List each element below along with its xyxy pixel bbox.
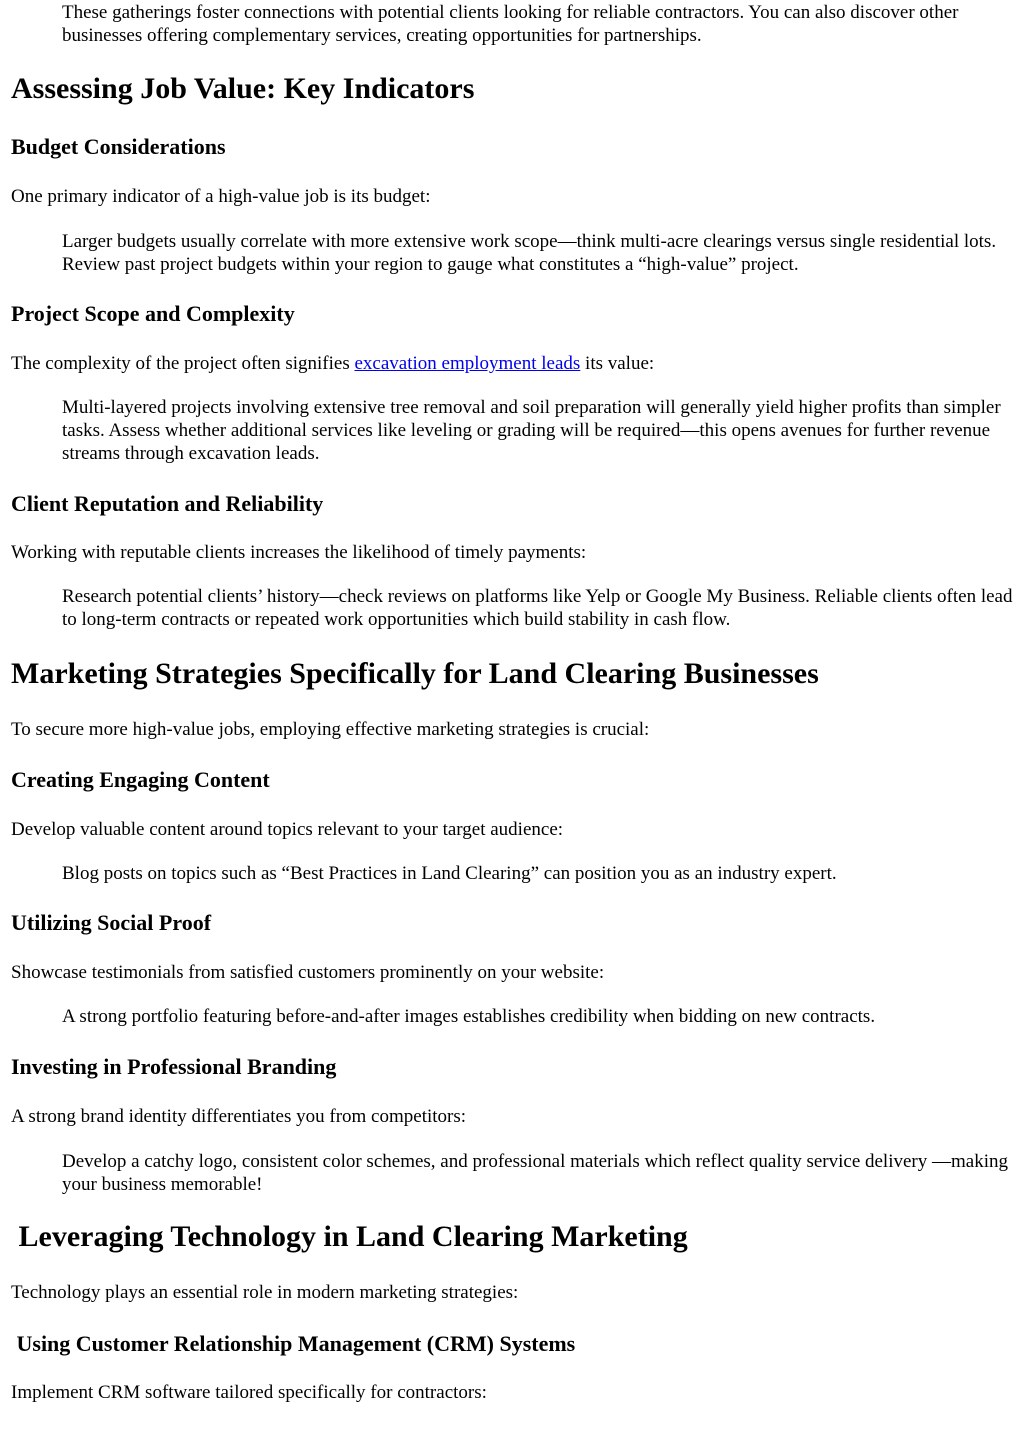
paragraph-marketing: To secure more high-value jobs, employing effective marketing strategies is crucial: (11, 719, 650, 740)
quote-content: Blog posts on topics such as “Best Practices in Land Clearing” can position you as an industry expert. (62, 863, 837, 884)
quote-client: Research potential clients’ history—check reviews on platforms like Yelp or Google My Business. Reliable clients often lead to long-term contracts or repeated work opportunities which build stability in cash flow. (62, 586, 1013, 630)
paragraph-branding: A strong brand identity differentiates you from competitors: (11, 1106, 467, 1127)
paragraph-crm: Implement CRM software tailored specifically for contractors: (11, 1382, 487, 1403)
quote-branding: Develop a catchy logo, consistent color schemes, and professional materials which reflect quality service delivery —making your business memorable! (62, 1151, 1008, 1195)
paragraph-client: Working with reputable clients increases the likelihood of timely payments: (11, 542, 587, 563)
heading-client-reputation: Client Reputation and Reliability (11, 491, 324, 516)
heading-marketing-strategies: Marketing Strategies Specifically for Land Clearing Businesses (11, 657, 819, 690)
heading-social-proof: Utilizing Social Proof (11, 910, 212, 935)
paragraph-social: Showcase testimonials from satisfied customers prominently on your website: (11, 962, 605, 983)
heading-professional-branding: Investing in Professional Branding (11, 1054, 337, 1079)
heading-leveraging-technology: Leveraging Technology in Land Clearing Marketing (11, 1220, 688, 1253)
heading-budget-considerations: Budget Considerations (11, 134, 226, 159)
paragraph-technology: Technology plays an essential role in modern marketing strategies: (11, 1282, 519, 1303)
paragraph-scope (11, 352, 1011, 375)
heading-crm-systems: Using Customer Relationship Management (CRM) Systems (11, 1331, 576, 1356)
quote-scope: Multi-layered projects involving extensive tree removal and soil preparation will generally yield higher profits than simpler tasks. Assess whether additional services like leveling or grading will be required—this opens avenues for further revenue streams through excavation leads. (62, 397, 1001, 464)
heading-project-scope: Project Scope and Complexity (11, 301, 295, 326)
excavation-employment-leads-link[interactable]: excavation employment leads (354, 353, 581, 374)
quote-budget: Larger budgets usually correlate with more extensive work scope—think multi-acre clearings versus single residential lots. Review past project budgets within your region to gauge what constitutes a “high-value” project. (62, 231, 997, 275)
paragraph-scope-text-after: its value: (580, 353, 655, 374)
heading-assessing-job-value: Assessing Job Value: Key Indicators (11, 72, 475, 105)
heading-creating-content: Creating Engaging Content (11, 767, 270, 792)
paragraph-scope-text-before: The complexity of the project often signifies (11, 353, 355, 374)
paragraph-budget: One primary indicator of a high-value job is its budget: (11, 186, 431, 207)
quote-social: A strong portfolio featuring before-and-after images establishes credibility when bidding on new contracts. (62, 1006, 876, 1027)
paragraph-content: Develop valuable content around topics relevant to your target audience: (11, 819, 564, 840)
intro-quote: These gatherings foster connections with potential clients looking for reliable contractors. You can also discover other businesses offering complementary services, creating opportunities for partnerships. (62, 2, 959, 46)
